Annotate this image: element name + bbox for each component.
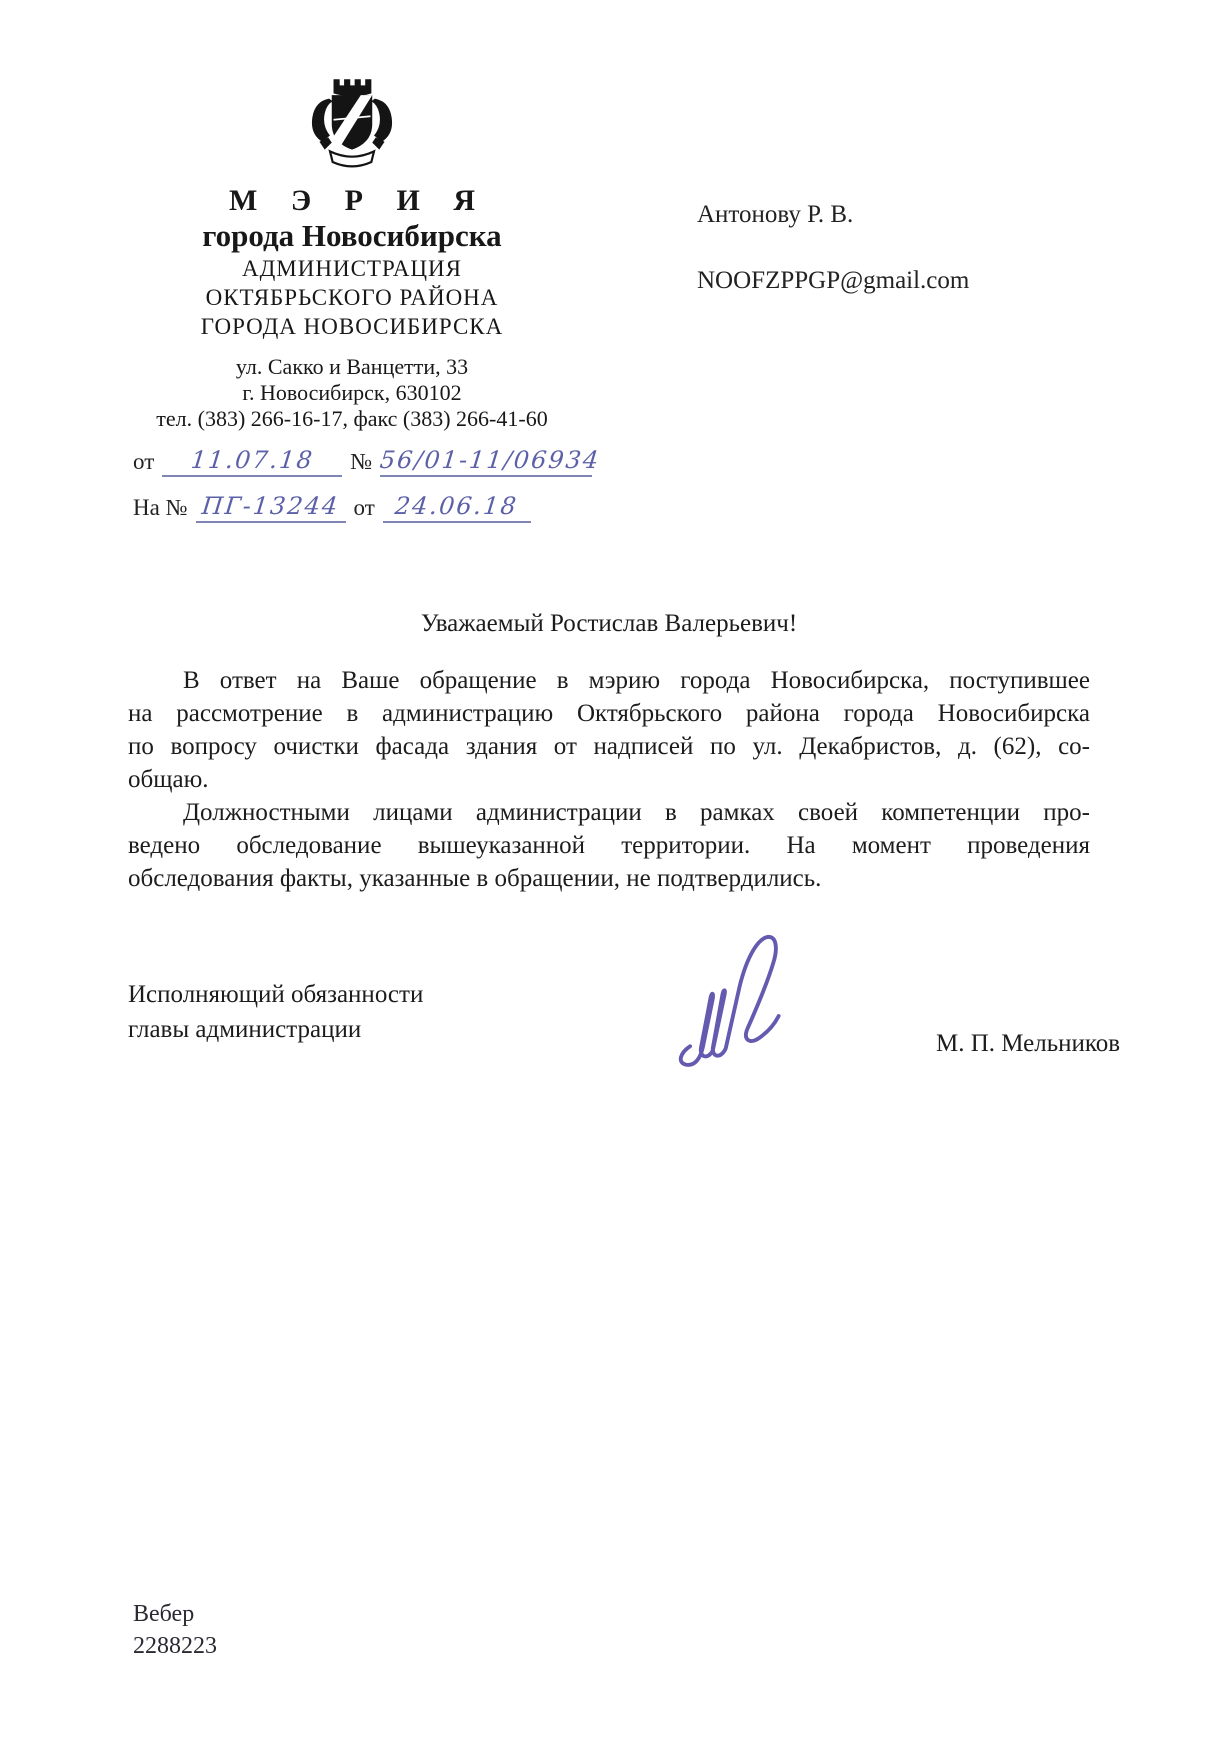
letter-body	[128, 664, 1090, 895]
recipient-name: Антонову Р. В.	[697, 201, 854, 228]
paragraph1-line: на рассмотрение в администрацию Октябрьского района города Новосибирска	[128, 700, 1090, 727]
handwritten-outgoing-number: 56/01-11/06934	[378, 446, 602, 474]
org-name-line2: города Новосибирска	[202, 218, 502, 253]
signer-name: М. П. Мельников	[936, 1030, 1121, 1057]
incoming-date-field	[383, 492, 531, 523]
recipient-block	[697, 200, 969, 296]
paragraph2-line: ведено обследование вышеуказанной территории. На момент проведения	[128, 832, 1090, 859]
incoming-number-field	[196, 492, 346, 523]
paragraph1-line: В ответ на Ваше обращение в мэрию города Новосибирска, поступившее	[183, 667, 1090, 694]
executor-name: Вебер	[133, 1601, 195, 1627]
executor-block	[133, 1598, 217, 1662]
outgoing-date-label: от	[133, 449, 155, 474]
salutation: Уважаемый Ростислав Валерьевич!	[420, 610, 798, 637]
novosibirsk-coat-of-arms-icon	[308, 76, 396, 174]
org-subdivision-line1: АДМИНИСТРАЦИЯ	[242, 256, 462, 281]
recipient-email: NOOFZPPGP@gmail.com	[697, 267, 970, 294]
address-phone-fax: тел. (383) 266-16-17, факс (383) 266-41-60	[156, 406, 548, 431]
paragraph2-line: обследования факты, указанные в обращении, не подтвердились.	[128, 865, 822, 892]
address-block	[92, 354, 612, 432]
handwritten-signature-icon	[668, 908, 818, 1070]
outgoing-reference-row	[133, 446, 600, 477]
incoming-date-label: от	[353, 495, 375, 520]
handwritten-incoming-number: ПГ-13244	[200, 492, 341, 520]
paragraph1-line: общаю.	[128, 766, 209, 793]
executor-phone: 2288223	[133, 1633, 217, 1659]
address-city: г. Новосибирск, 630102	[242, 380, 462, 405]
outgoing-number-label: №	[350, 449, 373, 474]
handwritten-incoming-date: 24.06.18	[393, 492, 520, 520]
org-subdivision-line2: ОКТЯБРЬСКОГО РАЙОНА	[205, 285, 499, 310]
org-subdivision-line3: ГОРОДА НОВОСИБИРСКА	[200, 314, 504, 339]
signer-position-line2: главы администрации	[128, 1016, 362, 1043]
paragraph1-line: по вопросу очистки фасада здания от надписей по ул. Декабристов, д. (62), со-	[128, 733, 1090, 760]
incoming-number-label: На №	[133, 495, 188, 520]
handwritten-outgoing-date: 11.07.18	[189, 446, 316, 474]
paragraph2-line: Должностными лицами администрации в рамках своей компетенции про-	[183, 799, 1090, 826]
letterhead	[92, 76, 612, 432]
outgoing-number-field	[378, 446, 602, 477]
signer-position-line1: Исполняющий обязанности	[128, 981, 424, 1008]
incoming-reference-row	[133, 492, 539, 523]
address-street: ул. Сакко и Ванцетти, 33	[235, 354, 469, 379]
outgoing-date-field	[162, 446, 342, 477]
org-name-line1: М Э Р И Я	[229, 184, 488, 217]
